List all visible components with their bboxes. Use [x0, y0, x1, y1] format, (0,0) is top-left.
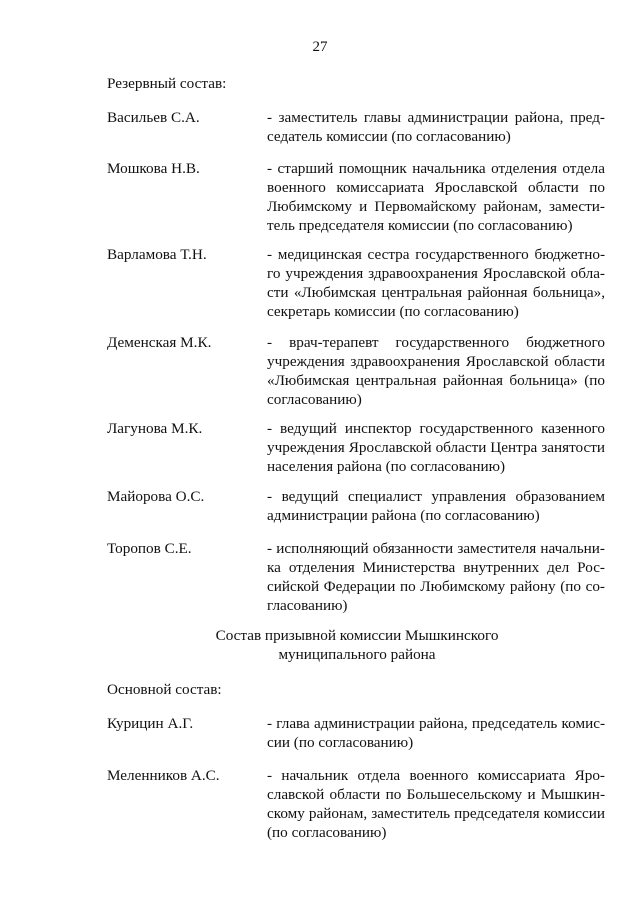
member-role: - глава администрации района, председатель комис- сии (по согласованию): [267, 715, 605, 751]
member-role: - старший помощник начальника отделения отдела военного комиссариата Ярославской области по Любимскому и Первомайскому районам, замести- тель председателя комиссии (по согласованию): [267, 160, 605, 234]
member-role: - ведущий специалист управления образованием администрации района (по согласованию): [267, 488, 605, 524]
member-role: - ведущий инспектор государственного казенного учреждения Ярославской области Центра занятости населения района (по согласованию): [267, 420, 605, 475]
main-section-label: Основной состав:: [107, 681, 222, 698]
member-name: Варламова Т.Н.: [107, 246, 207, 263]
heading-line-2: муниципального района: [278, 646, 436, 663]
member-name: Торопов С.Е.: [107, 540, 192, 557]
reserve-section-label: Резервный состав:: [107, 75, 227, 92]
member-role: - исполняющий обязанности заместителя начальни- ка отделения Министерства внутренних дел Рос- сийской Федерации по Любимскому району (по со- гласованию): [267, 540, 605, 614]
member-name: Меленников А.С.: [107, 767, 220, 784]
member-role: - врач-терапевт государственного бюджетного учреждения здравоохранения Ярославской области «Любимская центральная районная больница» (по согласованию): [267, 334, 605, 408]
heading-line-1: Состав призывной комиссии Мышкинского: [215, 627, 499, 644]
member-role: - медицинская сестра государственного бюджетно- го учреждения здравоохранения Ярославской обла- сти «Любимская центральная районная больница», секретарь комиссии (по согласованию): [267, 246, 605, 320]
commission-heading: [107, 626, 607, 664]
member-name: Лагунова М.К.: [107, 420, 203, 437]
member-role: - заместитель главы администрации района, пред- седатель комиссии (по согласованию): [267, 109, 605, 145]
member-name: Курицин А.Г.: [107, 715, 194, 732]
member-role: - начальник отдела военного комиссариата Яро- славской области по Большесельскому и Мышкин- скому районам, заместитель председателя комиссии (по согласованию): [267, 767, 605, 841]
member-name: Деменская М.К.: [107, 334, 212, 351]
member-name: Мошкова Н.В.: [107, 160, 200, 177]
page-number: 27: [312, 39, 328, 55]
member-name: Васильев С.А.: [107, 109, 200, 126]
member-name: Майорова О.С.: [107, 488, 205, 505]
